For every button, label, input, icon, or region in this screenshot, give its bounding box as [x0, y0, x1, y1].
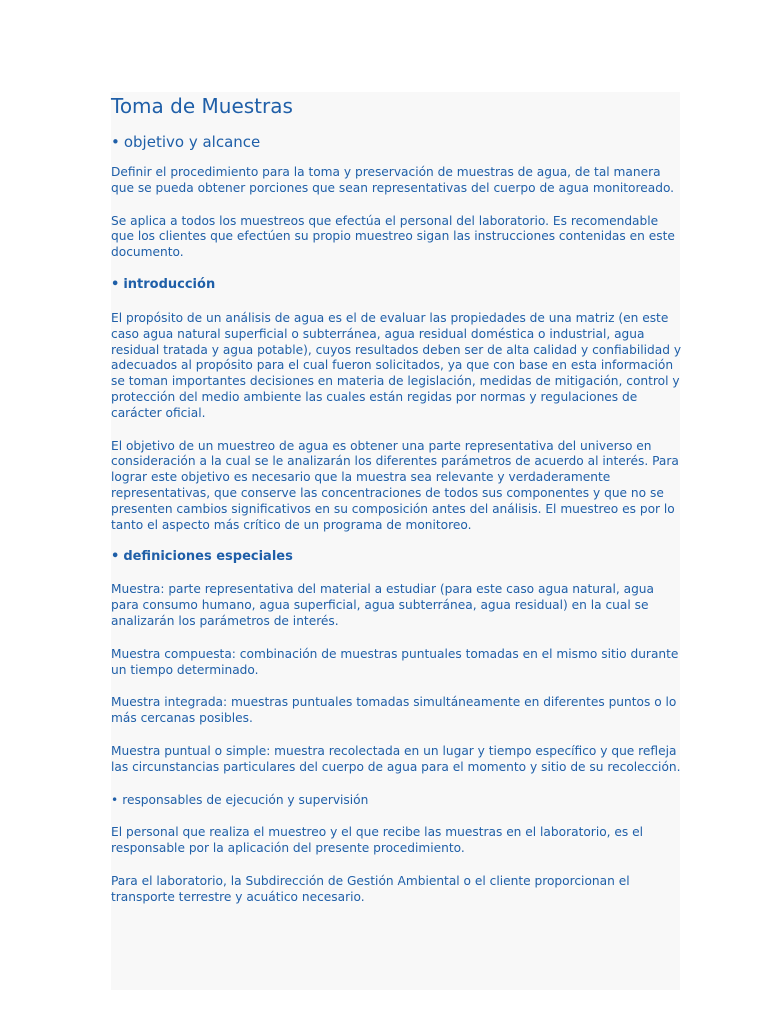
definicion-muestra-compuesta: Muestra compuesta: combinación de muestras puntuales tomadas en el mismo sitio durante un tiempo determinado.	[111, 646, 679, 677]
heading-responsables-label: responsables de ejecución y supervisión	[122, 792, 369, 807]
bullet: •	[111, 792, 119, 807]
heading-definiciones	[111, 548, 683, 566]
definicion-muestra: Muestra: parte representativa del material a estudiar (para este caso agua natural, agua para consumo humano, agua superficial, agua subterránea, agua residual) en la cual se analizarán los parámetros de interés.	[111, 582, 654, 628]
introduccion-paragraph-2: El objetivo de un muestreo de agua es obtener una parte representativa del universo en consideración a la cual se le analizarán los diferentes parámetros de acuerdo al interés. Para lograr este objetivo es necesario que la muestra sea relevante y verdaderamente representativas, que conserve las concentraciones de todos sus componentes y que no se presenten cambios significativos en su composición antes del análisis. El muestreo es por lo tanto el aspecto más crítico de un programa de monitoreo.	[111, 438, 679, 532]
responsables-paragraph-2: Para el laboratorio, la Subdirección de Gestión Ambiental o el cliente proporcionan el transporte terrestre y acuático necesario.	[111, 873, 630, 904]
bullet: •	[111, 549, 120, 565]
introduccion-paragraph-1: El propósito de un análisis de agua es el de evaluar las propiedades de una matriz (en este caso agua natural superficial o subterránea, agua residual doméstica o industrial, agua residual tratada y agua potable), cuyos resultados deben ser de alta calidad y confiabilidad y adecuados al propósito para el cual fueron solicitados, ya que con base en esta información se toman importantes decisiones en materia de legislación, medidas de mitigación, control y protección del medio ambiente las cuales están regidas por normas y regulaciones de carácter oficial.	[111, 310, 682, 420]
objetivo-paragraph-1: Definir el procedimiento para la toma y preservación de muestras de agua, de tal manera que se pueda obtener porciones que sean representativas del cuerpo de agua monitoreado.	[111, 165, 675, 195]
heading-introduccion-label: introducción	[123, 276, 216, 292]
objetivo-paragraph-2: Se aplica a todos los muestreos que efectúa el personal del laboratorio. Es recomendable que los clientes que efectúen su propio muestreo sigan las instrucciones contenidas en este documento.	[111, 213, 675, 260]
heading-introduccion	[111, 276, 683, 294]
bullet: •	[111, 133, 120, 151]
heading-objetivo	[111, 132, 683, 152]
responsables-paragraph-1: El personal que realiza el muestreo y el que recibe las muestras en el laboratorio, es el responsable por la aplicación del presente procedimiento.	[111, 825, 644, 856]
page-title: Toma de Muestras	[111, 94, 293, 118]
definicion-muestra-integrada: Muestra integrada: muestras puntuales tomadas simultáneamente en diferentes puntos o lo más cercanas posibles.	[111, 695, 677, 726]
heading-responsables	[111, 793, 683, 809]
bullet: •	[111, 276, 120, 292]
heading-definiciones-label: definiciones especiales	[123, 549, 293, 565]
document-body	[111, 92, 683, 906]
heading-objetivo-label: objetivo y alcance	[123, 133, 261, 151]
definicion-muestra-puntual: Muestra puntual o simple: muestra recolectada en un lugar y tiempo específico y que refleja las circunstancias particulares del cuerpo de agua para el momento y sitio de su recolección.	[111, 743, 681, 774]
